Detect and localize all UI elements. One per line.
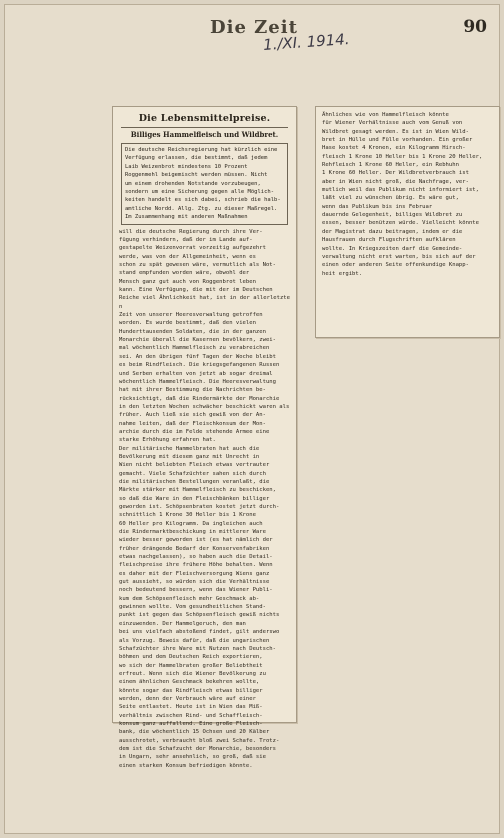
article-continuation: Ähnliches wie von Hammelfleisch könnte für Wiener Verhältnisse auch vom Genuß von Wildbret gesagt werden. Es ist in Wien Wild- bret in Hülle und Fülle vorhanden. Ein großer Hase kostet 4 Kronen, ein Kilogramm Hirsch- fleisch 1 Krone 10 Heller bis 1 Krone 20 Heller, Rehfleisch 1 Krone 60 Heller, ein Rebhuhn 1 Krone 60 Heller. Der Wildbretverbrauch ist aber in Wien nicht groß, die Nachfrage, ver- mutlich weil das Publikum nicht informiert ist, läßt viel zu wünschen übrig. Es wäre gut, wenn das Publikum bis ins Februar dauernde Gelegenheit, billiges Wildbret zu essen, besser benützen würde. Vielleicht könnte der Magistrat dazu beitragen, indem er die Hausfrauen durch Flugschriften aufklären wollte. In Kriegszeiten darf die Gemeinde- verwaltung nicht erst warten, bis sich auf der einen oder anderen Seite offenkundige Knapp- heit ergibt.: [322, 112, 483, 277]
article-body: will die deutsche Regierung durch ihre Ver- fügung verhindern, daß der im Lande auf- gestapelte Weizenvorrat vorzeitig aufgezehrt werde, was von der Allgemeinheit, wenn es schon zu spät gewesen wäre, vermutlich als Not- stand empfunden worden wäre, obwohl der Mensch ganz gut auch von Roggenbrot leben kann. Eine Verfügung, die mit der im Deutschen Reiche viel Ähnlichkeit hat, ist in der allerletzten Zeit von unserer Heeresverwaltung getroffen worden. Es wurde bestimmt, daß den vielen Hunderttausenden Soldaten, die in der ganzen Monarchie überall die Kasernen bevölkern, zwei- mal wöchentlich Hammelfleisch zu verabreichen sei. An den übrigen fünf Tagen der Woche bleibt es beim Rindfleisch. Die kriegsgefangenen Russen und Serben erhalten von jetzt ab sogar dreimal wöchentlich Hammelfleisch. Die Heeresverwaltung hat mit ihrer Bestimmung die Nachrichten be- rücksichtigt, daß die Rindermärkte der Monarchie in den letzten Wochen schwächer beschickt waren als früher. Auch ließ sie sich gewiß von der An- nahme leiten, daß der Fleischkonsum der Mon- archie durch die im Felde stehende Armee eine starke Erhöhung erfahren hat. Der militärische Hammelbraten hat auch die Bevölkerung mit diesem ganz mit Unrecht in Wien nicht beliebten Fleisch etwas vertrauter gemacht. Viele Schafzüchter sahen sich durch die militärischen Bestellungen veranlaßt, die Märkte stärker mit Hammelfleisch zu beschicken, so daß die Ware in den Fleischbänken billiger geworden ist. Schöpsenbraten kostet jetzt durch- schnittlich 1 Krone 30 Heller bis 1 Krone 60 Heller pro Kilogramm. Da ingleichen auch die Rindermarktbeschickung in mittlerer Ware wieder besser geworden ist (es hat nämlich der früher drängende Bedarf der Konservenfabriken etwas nachgelassen), so haben auch die Detail- fleischpreise ihre frühere Höhe behalten. Wenn es daher mit der Fleischversorgung Wiens ganz gut aussieht, so würden sich die Verhältnisse noch bedeutend bessern, wenn das Wiener Publi- kum dem Schöpsenfleisch mehr Geschmack ab- gewinnen wollte. Vom gesundheitlichen Stand- punkt ist gegen das Schöpsenfleisch gewiß nichts einzuwenden. Der Hammelgeruch, den man bei uns vielfach abstoßend findet, gilt anderswo als Vorzug. Beweis dafür, daß die ungarischen Schafzüchter ihre Ware mit Nutzen nach Deutsch- böhmen und dem Deutschen Reich exportieren, wo sich der Hammelbraten großer Beliebtheit erfreut. Wenn sich die Wiener Bevölkerung zu einem ähnlichen Geschmack bekehren wollte, könnte sogar das Rindfleisch etwas billiger werden, denn der Verbrauch wäre auf einer Seite entlastet. Heute ist in Wien das Miß- verhältnis zwischen Rind- und Schaffleisch- konsum ganz auffallend. Eine große Fleisch- bank, die wöchentlich 15 Ochsen und 20 Kälber ausschrotet, verbraucht bloß zwei Schafe. Trotz- dem ist die Schafzucht der Monarchie, besonders in Ungarn, sehr ansehnlich, so groß, daß sie einen starken Konsum befriedigen könnte.: [119, 228, 290, 769]
left-clipping: [112, 106, 297, 769]
article-intro-box: Die deutsche Reichsregierung hat kürzlich eine Verfügung erlassen, die bestimmt, daß jedem Laib Weizenbrot mindestens 10 Prozent Roggenmehl beigemischt werden müssen. Nicht um einem drohenden Notstande vorzubeugen, sondern um eine Sicherung gegen alle Möglich- keiten handelt es sich dabei, schrieb die halb- amtliche Nordd. Allg. Ztg. zu dieser Maßregel. Im Zusammenhang mit anderen Maßnahmen: [121, 143, 288, 225]
newspaper-title: Die Zeit: [210, 17, 298, 38]
page-number: 90: [463, 17, 487, 37]
article-subtitle: Billiges Hammelfleisch und Wildbret.: [130, 130, 279, 139]
page-sheet: [4, 4, 500, 834]
title-rule: [121, 127, 288, 128]
page-header: [5, 17, 501, 47]
right-clipping: [315, 106, 500, 338]
handwritten-date: 1./XI. 1914.: [262, 30, 351, 54]
article-title: Die Lebensmittelpreise.: [138, 113, 271, 124]
